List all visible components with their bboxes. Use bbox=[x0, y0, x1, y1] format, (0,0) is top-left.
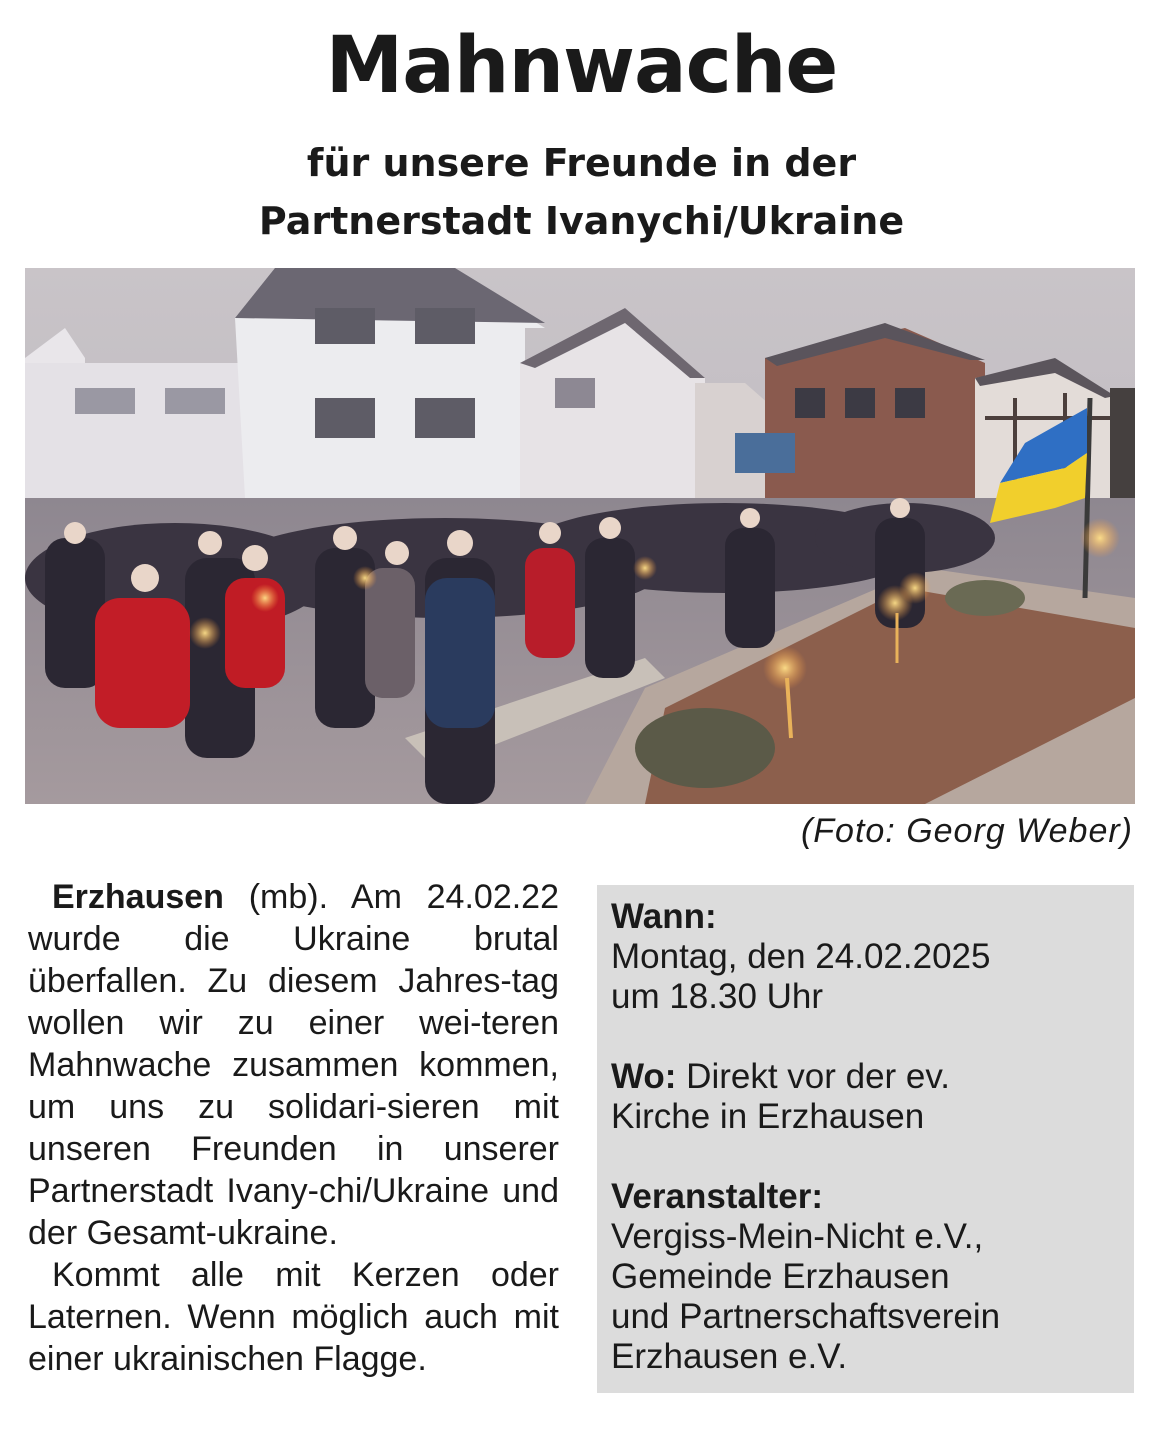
crowd-vigil-photo bbox=[25, 268, 1135, 804]
photo-credit: (Foto: Georg Weber) bbox=[800, 812, 1133, 850]
where-line-1 bbox=[611, 1057, 1120, 1097]
article-paragraph-1-text: (mb). Am 24.02.22 wurde die Ukraine brutal überfallen. Zu diesem Jahres-tag wollen wir zu einer wei-teren Mahnwache zusammen kommen, um uns zu solidari-sieren mit unseren Freunden in unserer Partnerstadt Ivany-chi/Ukraine und der Gesamt-ukraine. bbox=[28, 878, 559, 1252]
organizer-label: Veranstalter: bbox=[611, 1177, 824, 1216]
headline-title: Mahnwache bbox=[325, 21, 838, 111]
article-paragraph-2: Kommt alle mit Kerzen oder Laternen. Wenn möglich auch mit einer ukrainischen Flagge. bbox=[28, 1256, 559, 1378]
organizer-line-2: Gemeinde Erzhausen bbox=[611, 1257, 950, 1296]
where-line-2: Kirche in Erzhausen bbox=[611, 1097, 925, 1136]
article-body bbox=[28, 876, 559, 1380]
where-block bbox=[611, 1057, 1120, 1137]
when-date: Montag, den 24.02.2025 bbox=[611, 937, 991, 976]
subtitle-line-1: für unsere Freunde in der bbox=[306, 141, 857, 185]
when-block bbox=[611, 897, 1120, 1017]
organizer-line-1: Vergiss-Mein-Nicht e.V., bbox=[611, 1217, 984, 1256]
organizer-line-4: Erzhausen e.V. bbox=[611, 1337, 848, 1376]
headline-subtitle bbox=[0, 134, 1163, 250]
organizer-line-3: und Partnerschaftsverein bbox=[611, 1297, 1001, 1336]
subtitle-line-2: Partnerstadt Ivanychi/Ukraine bbox=[258, 199, 905, 243]
dateline-place: Erzhausen bbox=[52, 878, 224, 916]
where-label: Wo: bbox=[611, 1057, 677, 1096]
when-time: um 18.30 Uhr bbox=[611, 977, 824, 1016]
article-paragraph-1 bbox=[28, 876, 559, 1254]
where-text-1: Direkt vor der ev. bbox=[676, 1057, 951, 1096]
event-info-box bbox=[597, 885, 1134, 1393]
organizer-block bbox=[611, 1177, 1120, 1377]
when-label: Wann: bbox=[611, 897, 717, 936]
